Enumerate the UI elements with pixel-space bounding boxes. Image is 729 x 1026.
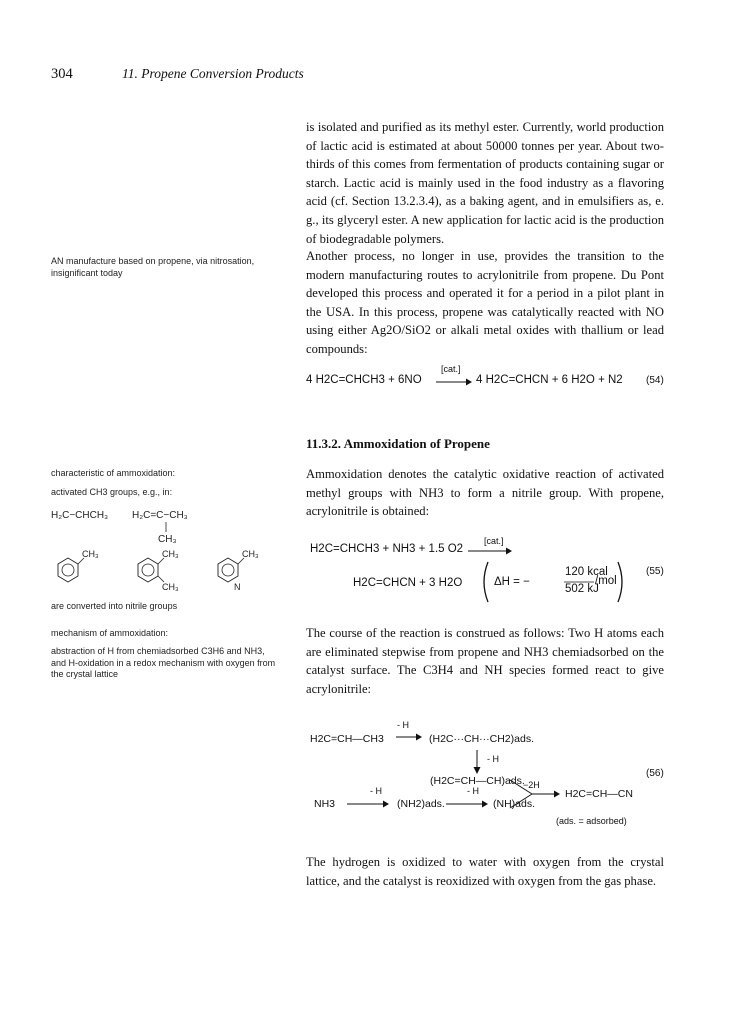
equation-56-minus-2h: −2H [523,780,540,790]
equation-56-arrow-1 [396,733,422,741]
equation-54-arrow [436,378,472,386]
svg-text:CH₃: CH₃ [242,549,259,559]
paragraph-du-pont-process [306,247,664,359]
svg-text:N: N [234,582,241,592]
equation-55-catalyst: [cat.] [484,536,504,546]
sidenote-an-manufacture: AN manufacture based on propene, via nitrosation, insignificant today [51,256,255,278]
equation-55-mol: /mol [595,575,617,587]
equation-56-minus-h-4: - H [467,786,479,796]
paragraph-ammoxidation: Ammoxidation denotes the catalytic oxidative reaction of activated methyl groups with NH3 to form a nitrile group. With propene, acrylonitrile is obtained: [306,467,664,519]
equation-55-left: H2C=CHCH3 + NH3 + 1.5 O2 [310,543,464,555]
equation-54-right: 4 H2C=CHCN + 6 H2O + N2 [476,374,623,386]
equation-56-nh2: (NH2)ads. [397,798,445,810]
paragraph-oxidation: The hydrogen is oxidized to water with oxygen from the crystal lattice, and the catalyst is reoxidized with oxygen from the gas phase. [306,855,664,888]
paragraph-lactic-acid: is isolated and purified as its methyl ester. Currently, world production of lactic acid is estimated at about 50000 tonnes per year. About two-thirds of this comes from fermentation of products containing sugar or starch. Lactic acid is mainly used in the food industry as a flavoring acid (cf. Section 13.2.3.4), as a baking agent, and in emulsifiers as, e. g., its glyceryl ester. A new application for lactic acid is the production of biodegradable polymers. [306,120,664,246]
sidenote-characteristic: characteristic of ammoxidation: [51,468,176,478]
equation-54-left: 4 H2C=CHCH3 + 6NO [306,374,422,386]
equation-56-allyl: (H2C···CH···CH2)ads. [429,733,534,745]
equation-56-number: (56) [646,768,664,779]
equation-56-nh: (NH)ads. [493,798,536,810]
equation-56-product: H2C=CH—CN [565,788,633,800]
svg-text:CH₃: CH₃ [162,549,179,559]
section-heading: 11.3.2. Ammoxidation of Propene [306,436,490,451]
equation-55-kcal: 120 kcal [565,566,608,578]
sidenote-mechanism: mechanism of ammoxidation: [51,628,169,638]
formula-isobutene: H₂C=C−CH₃ [132,510,188,521]
equation-56-arrow-4 [446,800,488,808]
equation-56-minus-h-2: - H [487,754,499,764]
picoline-structure [218,549,259,592]
formula-isobutene-ch3: CH₃ [158,534,177,545]
equation-56-arrow-3 [347,800,389,808]
equation-55-arrow [468,547,512,555]
equation-56-note: (ads. = adsorbed) [556,816,627,826]
sidenote-activated: activated CH3 groups, e.g., in: [51,487,173,497]
formula-propane-chain: H₂C−CHCH₃ [51,510,109,521]
toluene-structure [58,549,99,582]
equation-55-number: (55) [646,566,664,577]
equation-54-catalyst: [cat.] [441,364,461,374]
equation-56-allyl-2: (H2C=CH—CH)ads. [430,775,525,787]
sidenote-abstraction: abstraction of H from chemiadsorbed C3H6 and NH3, and H-oxidation in a redox mechanism with oxygen from the crystal lattice [51,646,276,679]
equation-56-minus-h-3: - H [370,786,382,796]
svg-text:CH₃: CH₃ [162,582,179,592]
svg-text:CH₃: CH₃ [82,549,99,559]
equation-56-nh3: NH3 [314,798,336,810]
paragraph-du-pont-text: Another process, no longer in use, provides the transition to the modern manufacturing routes to acrylonitrile from propene. Du Pont developed this process and operated it for a period in a pilot plant in the USA. In this process, propene was catalytically reacted with NO using either Ag2O/SiO2 or alkali metal oxides with thallium or lead compounds: [306,249,664,356]
equation-55-kj: 502 kJ [565,583,599,595]
equation-56-propene: H2C=CH—CH3 [310,733,384,745]
equation-55-enthalpy: ΔH = − [494,576,530,588]
xylene-structure [138,549,179,592]
equation-56-arrow-down [472,750,482,774]
equation-55-right: H2C=CHCN + 3 H2O [353,577,463,589]
equation-56-minus-h-1: - H [397,720,409,730]
sidenote-structures [48,500,288,600]
page-number: 304 [51,66,73,82]
sidenote-converted: are converted into nitrile groups [51,601,178,611]
paragraph-mechanism: The course of the reaction is construed as follows: Two H atoms each are eliminated stepwise from propene and NH3 chemiadsorbed on the catalyst surface. The C3H4 and NH species formed react to give acrylonitrile: [306,626,664,696]
chapter-title: 11. Propene Conversion Products [122,66,304,81]
equation-54-number: (54) [646,375,664,386]
